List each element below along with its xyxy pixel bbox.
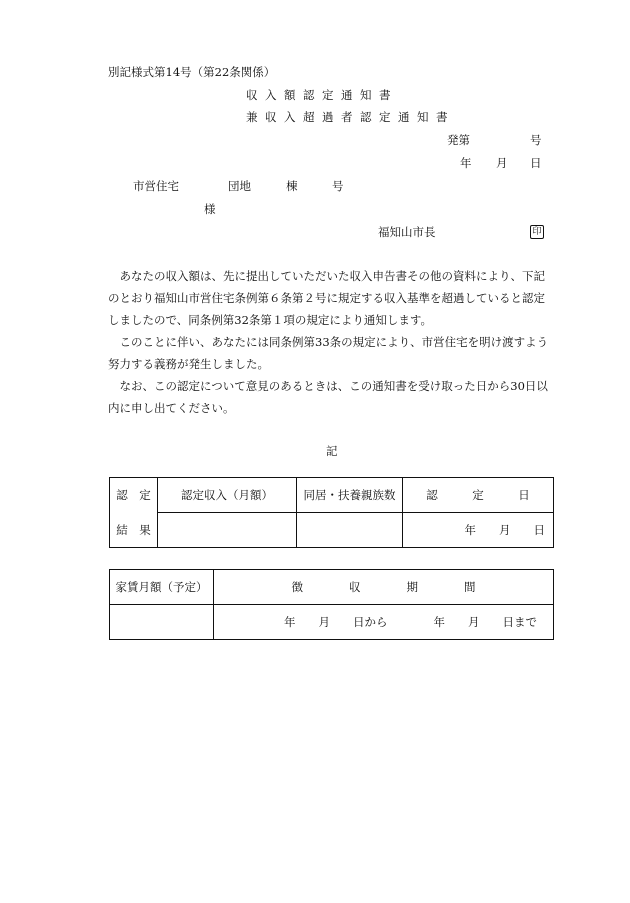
- income-value: [158, 513, 297, 548]
- rent-value: [110, 605, 214, 640]
- recipient-building: 棟: [286, 179, 298, 193]
- recipient-room: 号: [332, 179, 344, 193]
- body-paragraph-3: なお、この認定について意見のあるときは、この通知書を受け取った日から30日以内に申し出てください。: [108, 379, 548, 415]
- certification-result-table: [109, 477, 554, 548]
- issue-date-month: 月: [496, 156, 508, 170]
- document-title: 収入額認定通知書: [246, 88, 398, 102]
- period-value: 年 月 日から 年 月 日まで: [214, 605, 554, 640]
- col-header-date: 認 定 日: [403, 478, 554, 513]
- col-header-dependents: 同居・扶養親族数: [297, 478, 403, 513]
- rent-collection-table: [109, 569, 554, 640]
- recipient-danchi: 団地: [228, 179, 251, 193]
- row-header-bottom: 結 果: [110, 513, 158, 548]
- sender-seal: 印: [530, 225, 544, 239]
- form-number: 別記様式第14号（第22条関係）: [108, 65, 276, 79]
- dependents-value: [297, 513, 403, 548]
- col-header-rent: 家賃月額（予定）: [110, 570, 214, 605]
- issue-number-suffix: 号: [530, 133, 542, 147]
- notice-body: [108, 265, 554, 419]
- col-header-income: 認定収入（月額）: [158, 478, 297, 513]
- body-paragraph-1: あなたの収入額は、先に提出していただいた収入申告書その他の資料により、下記のとおり福知山市営住宅条例第６条第２号に規定する収入基準を超過していると認定しましたので、同条例第32条第１項の規定により通知します。: [108, 269, 545, 327]
- col-header-period: 徴 収 期 間: [214, 570, 554, 605]
- ki-marker: 記: [326, 444, 338, 458]
- date-value: 年 月 日: [403, 513, 554, 548]
- recipient-honorific: 様: [204, 202, 216, 216]
- issue-number-prefix: 発第: [447, 133, 470, 147]
- sender-name: 福知山市長: [378, 225, 436, 239]
- recipient-address-prefix: 市営住宅: [133, 179, 179, 193]
- issue-date-day: 日: [530, 156, 542, 170]
- row-header-top: 認 定: [110, 478, 158, 513]
- document-subtitle: 兼収入超過者認定通知書: [246, 110, 455, 124]
- body-paragraph-2: このことに伴い、あなたには同条例第33条の規定により、市営住宅を明け渡すよう努力する義務が発生しました。: [108, 335, 549, 371]
- issue-date-year: 年: [460, 156, 472, 170]
